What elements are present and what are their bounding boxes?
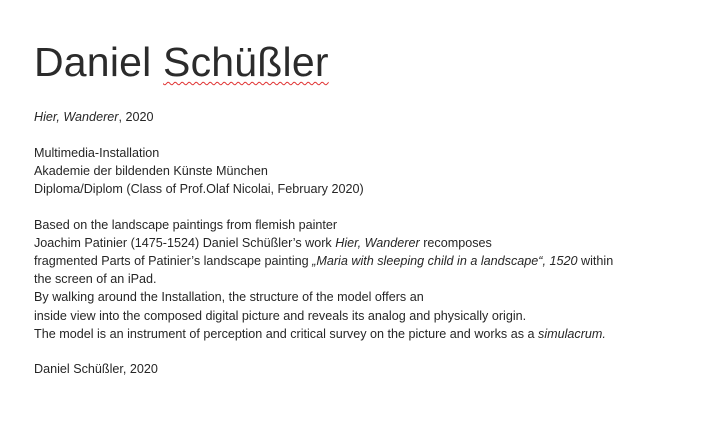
work-year: , 2020 <box>118 110 154 124</box>
work-title-line <box>34 108 704 126</box>
body-line-7-simulacrum: simulacrum. <box>538 326 606 341</box>
body-line-3-a: fragmented Parts of Patinier’s landscape painting <box>34 254 313 268</box>
body-line-6: inside view into the composed digital picture and reveals its analog and physically origin. <box>34 308 527 323</box>
body-line-2-work-title: Hier, Wanderer <box>335 235 420 250</box>
document-page <box>34 38 704 379</box>
body-line-2-b: recomposes <box>419 235 492 250</box>
info-medium: Multimedia-Installation <box>34 145 160 160</box>
body-line-7-a: The model is an instrument of perception and critical survey on the picture and works as a <box>34 326 539 341</box>
body-line-7 <box>34 325 704 343</box>
page-title <box>34 38 704 86</box>
title-last-name-spellcheck: Schüßler <box>163 39 329 85</box>
body-line-3-painting-title: „Maria with sleeping child in a landscape“, 1520 <box>312 254 578 268</box>
body-line-2 <box>34 234 704 252</box>
title-first-name: Daniel <box>34 39 164 85</box>
body-line-3-b: within <box>577 254 614 268</box>
body-line-2-a: Joachim Patinier (1475-1524) Daniel Schüßler’s work <box>34 235 336 250</box>
body-line-5: By walking around the Installation, the structure of the model offers an <box>34 290 424 305</box>
body-line-1: Based on the landscape paintings from flemish painter <box>34 217 338 232</box>
signature-line: Daniel Schüßler, 2020 <box>34 362 158 377</box>
work-title: Hier, Wanderer <box>34 110 119 124</box>
body-line-4: the screen of an iPad. <box>34 272 157 287</box>
body-line-3 <box>34 252 704 270</box>
info-diploma: Diploma/Diplom (Class of Prof.Olaf Nicolai, February 2020) <box>34 182 364 196</box>
info-academy: Akademie der bildenden Künste München <box>34 163 268 178</box>
